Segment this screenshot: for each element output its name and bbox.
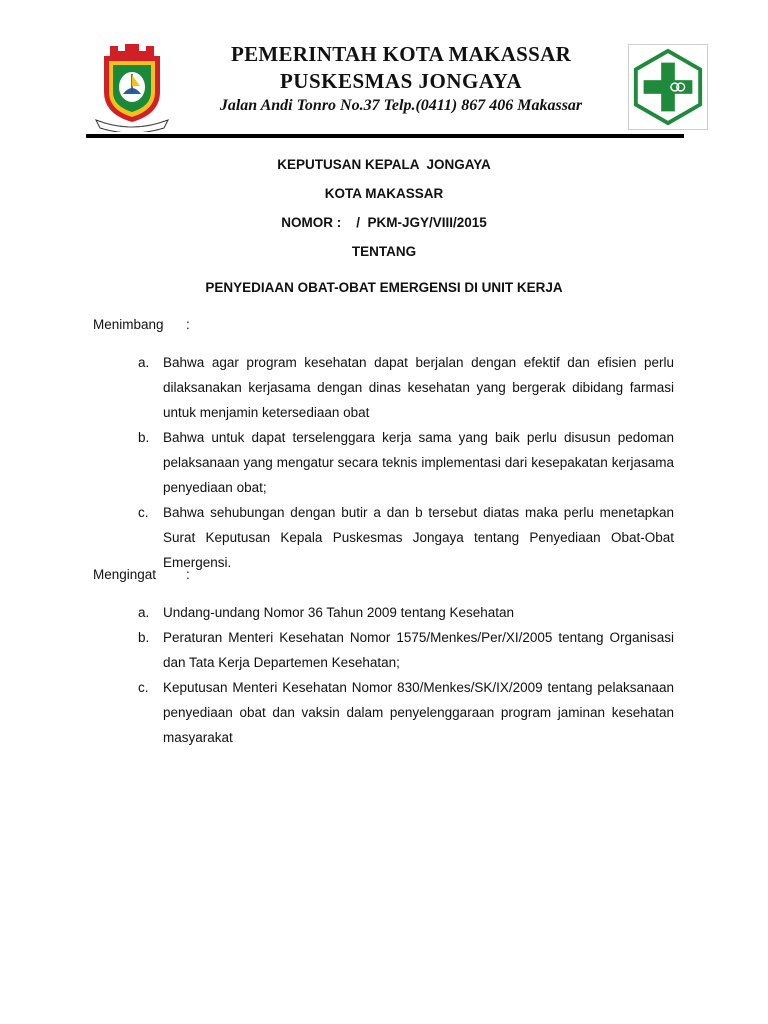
menimbang-colon: :	[186, 317, 190, 332]
menimbang-label: Menimbang	[93, 317, 164, 332]
list-item-text: Peraturan Menteri Kesehatan Nomor 1575/Menkes/Per/XI/2005 tentang Organisasi dan Tata Kerja Departemen Kesehatan;	[163, 630, 674, 670]
mengingat-list	[138, 600, 674, 750]
decree-heading: KEPUTUSAN KEPALA JONGAYA	[277, 157, 491, 172]
decree-number: NOMOR : / PKM-JGY/VIII/2015	[281, 215, 487, 230]
list-marker: b.	[138, 430, 150, 445]
letterhead-divider	[86, 134, 684, 138]
list-item-text: Keputusan Menteri Kesehatan Nomor 830/Menkes/SK/IX/2009 tentang pelaksanaan penyediaan obat dan vaksin dalam penyelenggaraan program jaminan kesehatan masyarakat	[163, 680, 674, 745]
decree-subject: PENYEDIAAN OBAT-OBAT EMERGENSI DI UNIT KERJA	[205, 280, 563, 295]
mengingat-colon: :	[186, 567, 190, 582]
puskesmas-cross-icon	[628, 44, 708, 130]
list-item	[138, 625, 674, 675]
menimbang-list	[138, 350, 674, 575]
list-item	[138, 600, 674, 625]
list-item	[138, 350, 674, 425]
decree-city: KOTA MAKASSAR	[324, 186, 444, 201]
government-name: PEMERINTAH KOTA MAKASSAR	[230, 42, 572, 66]
mengingat-label: Mengingat	[93, 567, 157, 582]
list-marker: b.	[138, 630, 150, 645]
city-emblem-icon	[92, 42, 172, 132]
decree-tentang: TENTANG	[351, 244, 417, 259]
decree-title	[0, 154, 768, 270]
list-item	[138, 675, 674, 750]
list-item-text: Bahwa untuk dapat terselenggara kerja sama yang baik perlu disusun pedoman pelaksanaan yang mengatur secara teknis implementasi dari kesepakatan kerjasama penyediaan obat;	[163, 430, 674, 495]
list-marker: c.	[138, 680, 149, 695]
letterhead	[0, 0, 768, 150]
list-item	[138, 425, 674, 500]
list-item-text: Undang-undang Nomor 36 Tahun 2009 tentang Kesehatan	[163, 605, 515, 620]
list-marker: a.	[138, 605, 150, 620]
address-line: Jalan Andi Tonro No.37 Telp.(0411) 867 406 Makassar	[219, 97, 583, 114]
list-marker: a.	[138, 355, 150, 370]
list-item	[138, 500, 674, 575]
letterhead-text	[176, 40, 626, 118]
puskesmas-name: PUSKESMAS JONGAYA	[279, 69, 523, 93]
list-item-text: Bahwa agar program kesehatan dapat berjalan dengan efektif dan efisien perlu dilaksanakan kerjasama dengan dinas kesehatan yang bergerak dibidang farmasi untuk menjamin ketersediaan obat	[163, 355, 674, 420]
list-item-text: Bahwa sehubungan dengan butir a dan b tersebut diatas maka perlu menetapkan Surat Keputusan Kepala Puskesmas Jongaya tentang Penyediaan Obat-Obat Emergensi.	[163, 505, 674, 570]
list-marker: c.	[138, 505, 149, 520]
